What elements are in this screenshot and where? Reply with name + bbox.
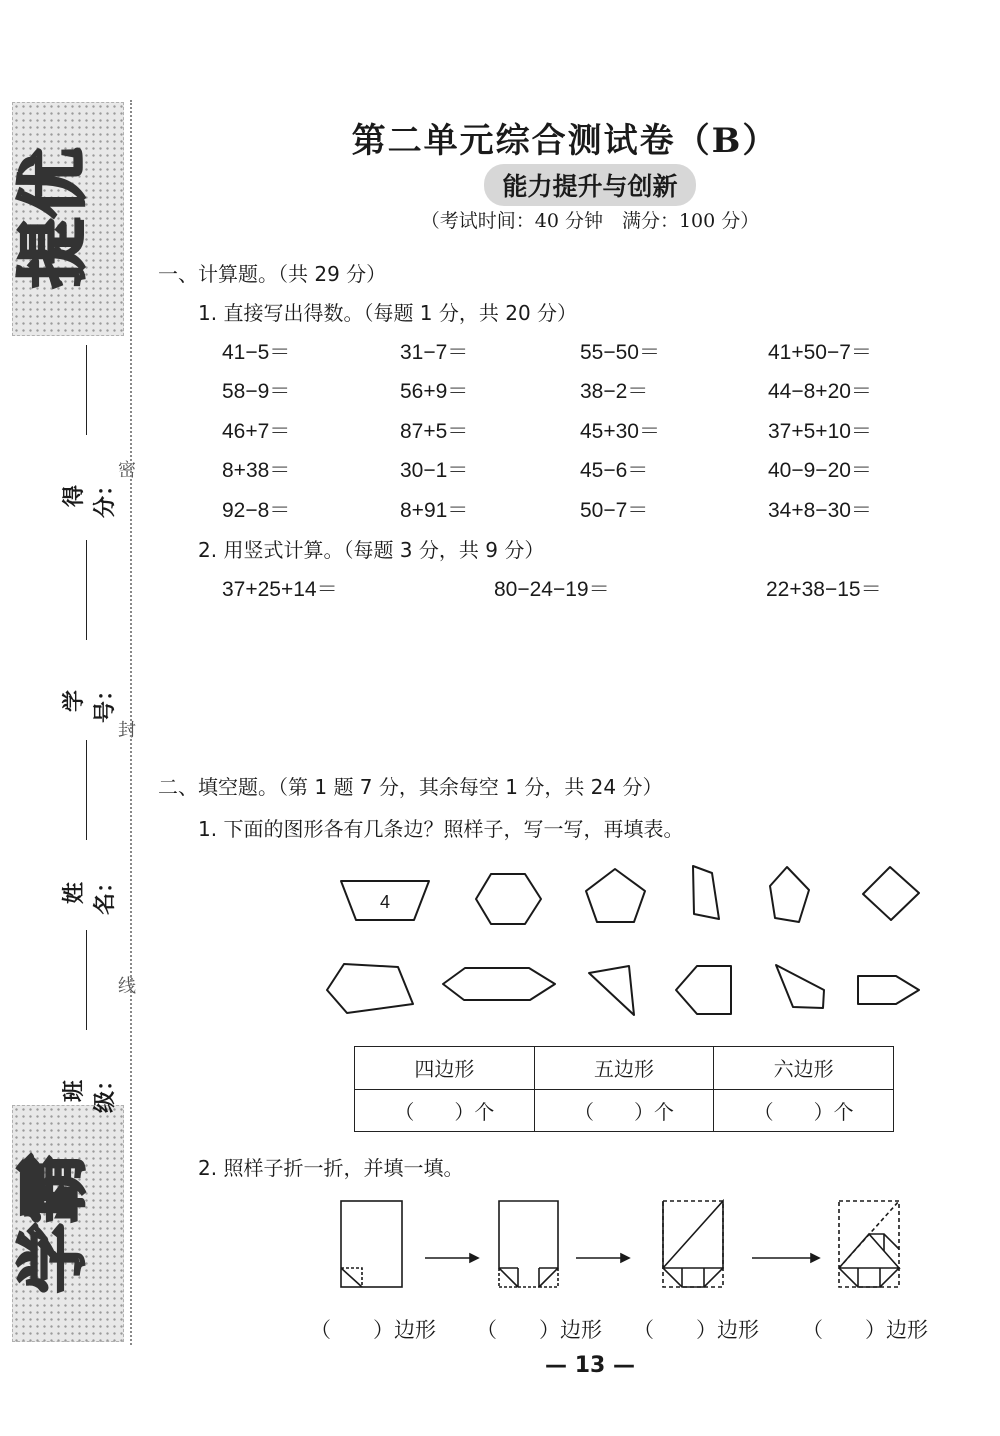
- margin-line-id: [86, 540, 87, 640]
- table-blank-penta[interactable]: （ ）个: [534, 1089, 714, 1132]
- exam-info: （考试时间：40 分钟 满分：100 分）: [420, 210, 760, 232]
- s2-q1-prompt: 1. 下面的图形各有几条边？照样子，写一写，再填表。: [198, 817, 684, 841]
- fold-step-1: [341, 1201, 402, 1287]
- fold-step-4: [839, 1201, 899, 1287]
- seal-mark-feng: 封: [118, 720, 136, 741]
- calc-item: 45+30＝: [580, 420, 660, 443]
- quad-kite-shape: [776, 965, 824, 1008]
- fold-answer-blank[interactable]: （ ）边形: [476, 1318, 602, 1342]
- hexagon-shape: [476, 874, 541, 924]
- table-row: [355, 1047, 894, 1090]
- calc-item: 31−7＝: [400, 341, 469, 364]
- calc-item: 92−8＝: [222, 499, 291, 522]
- pentagon-house-shape: [676, 966, 731, 1014]
- trapezoid-example-label: 4: [379, 892, 391, 912]
- calc-item: 41+50−7＝: [768, 341, 872, 364]
- vertical-calc-item: 22+38−15＝: [766, 578, 882, 601]
- parallelogram-shape: [693, 866, 719, 919]
- margin-top-word: 提优: [12, 148, 94, 288]
- seal-mark-mi: 密: [118, 460, 136, 481]
- table-blank-hexa[interactable]: （ ）个: [714, 1089, 894, 1132]
- polygon-shapes: [300, 850, 960, 1030]
- table-header-quad: 四边形: [355, 1047, 535, 1090]
- s1-q1-prompt: 1. 直接写出得数。（每题 1 分，共 20 分）: [198, 301, 578, 325]
- page-title: 第二单元综合测试卷（B）: [351, 121, 779, 161]
- shape-count-table: [354, 1046, 894, 1132]
- table-blank-quad[interactable]: （ ）个: [355, 1089, 535, 1132]
- calc-item: 37+5+10＝: [768, 420, 872, 443]
- quad-shape: [589, 966, 634, 1015]
- calc-item: 50−7＝: [580, 499, 649, 522]
- seal-mark-xian: 线: [118, 976, 136, 997]
- diamond-shape: [863, 867, 919, 920]
- calc-item: 40−9−20＝: [768, 459, 872, 482]
- calc-item: 8+38＝: [222, 459, 291, 482]
- fold-step-3: [663, 1201, 723, 1287]
- section2-heading: 二、填空题。（第 1 题 7 分，其余每空 1 分，共 24 分）: [158, 775, 663, 799]
- margin-line-class: [86, 930, 87, 1030]
- calc-item: 41−5＝: [222, 341, 291, 364]
- subtitle-badge: 能力提升与创新: [484, 164, 695, 206]
- calc-item: 45−6＝: [580, 459, 649, 482]
- fold-answer-blank[interactable]: （ ）边形: [633, 1318, 759, 1342]
- section1-heading: 一、计算题。（共 29 分）: [158, 262, 387, 286]
- margin-line-name: [86, 740, 87, 840]
- pentagon-irregular-shape: [770, 867, 809, 922]
- subtitle-wrap: [0, 164, 1000, 206]
- label-score: 得分：: [62, 474, 118, 519]
- calc-item: 55−50＝: [580, 341, 660, 364]
- calc-item: 87+5＝: [400, 420, 469, 443]
- fold-answer-blank[interactable]: （ ）边形: [310, 1318, 436, 1342]
- vertical-calc-item: 80−24−19＝: [494, 578, 610, 601]
- pentagon-shape: [586, 869, 645, 922]
- table-header-hexa: 六边形: [714, 1047, 894, 1090]
- fold-answer-blank[interactable]: （ ）边形: [802, 1318, 928, 1342]
- binding-dotted-line: [130, 100, 132, 1345]
- pentagon-arrow-shape: [858, 976, 919, 1004]
- pentagon-wide-shape: [327, 964, 413, 1013]
- calc-item: 38−2＝: [580, 380, 649, 403]
- calc-item: 34+8−30＝: [768, 499, 872, 522]
- s1-q2-prompt: 2. 用竖式计算。（每题 3 分，共 9 分）: [198, 538, 545, 562]
- fold-step-2: [499, 1201, 558, 1287]
- label-student-id: 学号：: [62, 679, 118, 724]
- margin-bottom-word: 学霸: [12, 1153, 94, 1293]
- hexagon-long-shape: [443, 968, 555, 1000]
- calc-item: 58−9＝: [222, 380, 291, 403]
- paper-folding-diagram: [330, 1190, 910, 1300]
- label-name: 姓名：: [62, 871, 118, 916]
- calc-item: 8+91＝: [400, 499, 469, 522]
- calc-item: 56+9＝: [400, 380, 469, 403]
- label-class: 班级：: [62, 1069, 118, 1114]
- calc-item: 30−1＝: [400, 459, 469, 482]
- s2-q2-prompt: 2. 照样子折一折，并填一填。: [198, 1156, 464, 1180]
- table-row: [355, 1089, 894, 1132]
- calc-item: 46+7＝: [222, 420, 291, 443]
- page-number: — 13 —: [545, 1353, 635, 1378]
- vertical-calc-item: 37+25+14＝: [222, 578, 338, 601]
- margin-line-score: [86, 345, 87, 435]
- calc-item: 44−8+20＝: [768, 380, 872, 403]
- table-header-penta: 五边形: [534, 1047, 714, 1090]
